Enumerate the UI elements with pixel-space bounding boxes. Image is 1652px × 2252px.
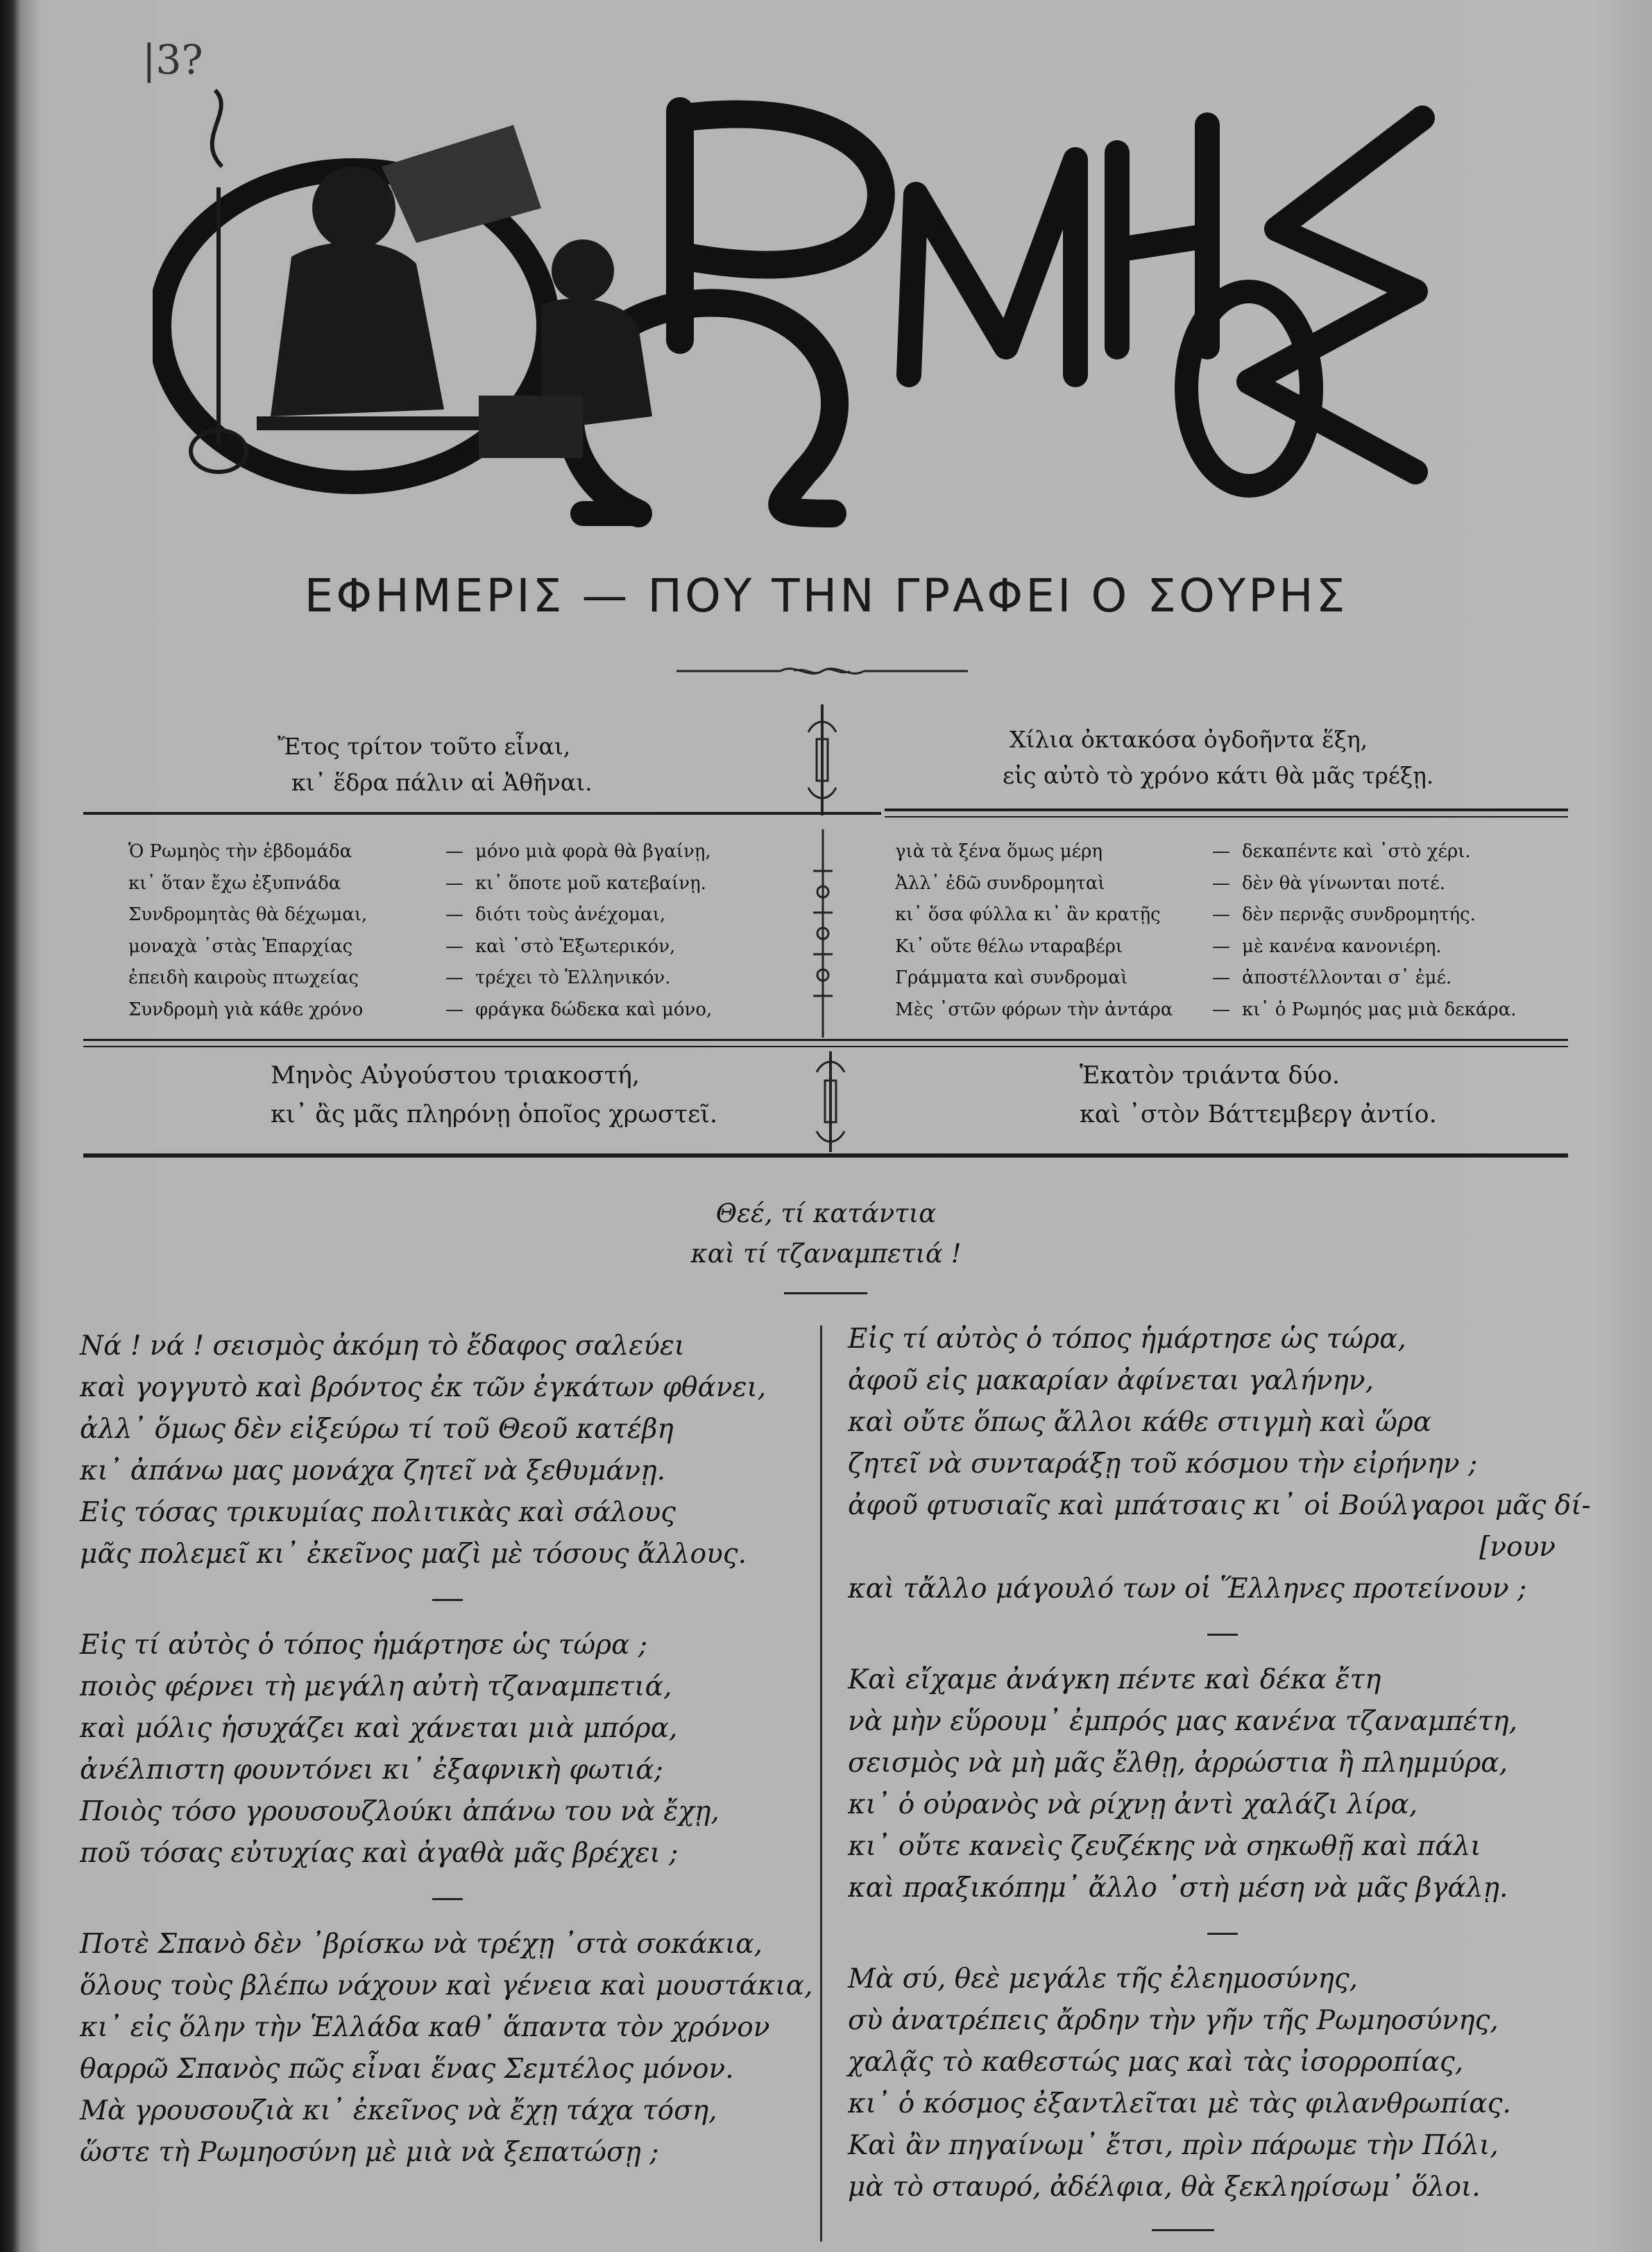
rule — [885, 816, 1568, 818]
header-left-verse — [278, 729, 593, 801]
vertical-ornament-icon — [810, 829, 835, 1038]
pricing-text: Συνδρομητὰς θὰ δέχωμαι, — [128, 904, 368, 925]
rule — [83, 1153, 1568, 1158]
header-right-line-1: Χίλια ὀκτακόσα ὀγδοῆντα ἕξη, — [1010, 726, 1368, 753]
pricing-text: μόνο μιὰ φορὰ θὰ βγαίνῃ, — [475, 841, 711, 862]
pricing-text: δεκαπέντε καὶ ᾽στὸ χέρι. — [1242, 841, 1471, 862]
stanza — [80, 1625, 815, 1874]
pricing-row — [128, 931, 794, 963]
pricing-left — [128, 836, 794, 1026]
verse-line: ποῦ τόσας εὐτυχίας καὶ ἀγαθὰ μᾶς βρέχει ; — [80, 1838, 679, 1869]
pricing-text: κι᾽ ὁ Ρωμηός μας μιὰ δεκάρα. — [1242, 999, 1517, 1020]
pricing-text: διότι τοὺς ἀνέχομαι, — [475, 904, 666, 925]
verse-line: Καὶ ἂν πηγαίνωμ᾽ ἔτσι, πρὶν πάρωμε τὴν Πόλι, — [848, 2130, 1499, 2161]
stanza-separator — [432, 1599, 463, 1601]
flourish-ornament-icon — [676, 656, 968, 684]
rule — [83, 812, 881, 815]
pricing-text: μοναχὰ ᾽στὰς Ἐπαρχίας — [128, 935, 353, 957]
stanza — [848, 1319, 1597, 1610]
pricing-right — [895, 836, 1533, 1026]
pricing-row — [895, 836, 1533, 868]
poem-column-left — [80, 1326, 815, 2174]
header-left-line-2: κι᾽ ἕδρα πάλιν αἱ Ἀθῆναι. — [291, 769, 593, 796]
pricing-dash: — — [445, 904, 463, 925]
pricing-dash: — — [445, 967, 463, 988]
stanza-separator — [1207, 1933, 1238, 1935]
rule — [83, 1046, 1568, 1047]
pricing-dash: — — [1212, 935, 1230, 957]
stanza — [848, 1659, 1597, 1909]
pricing-dash: — — [445, 935, 463, 957]
article-title-line-2: καὶ τί τζαναμπετιά ! — [690, 1239, 962, 1269]
verse-line: ὅλους τοὺς βλέπω νάχουν καὶ γένεια καὶ μουστάκια, — [80, 1970, 813, 2001]
verse-line: Καὶ εἴχαμε ἀνάγκη πέντε καὶ δέκα ἔτη — [848, 1664, 1381, 1695]
date-left-line-1: Μηνὸς Αὐγούστου τριακοστή, — [271, 1062, 640, 1090]
pricing-dash: — — [445, 872, 463, 894]
verse-line: χαλᾷς τὸ καθεστώς μας καὶ τὰς ἰσορροπίας, — [848, 2047, 1464, 2078]
verse-continuation: [νουν — [1479, 1532, 1556, 1563]
pricing-text: καὶ ᾽στὸ Ἐξωτερικόν, — [475, 935, 676, 957]
verse-line: καὶ μόλις ἡσυχάζει καὶ χάνεται μιὰ μπόρα, — [80, 1713, 678, 1744]
verse-line: κι᾽ οὔτε κανεὶς ζευζέκης νὰ σηκωθῇ καὶ πάλι — [848, 1831, 1481, 1862]
verse-line: Εἰς τόσας τρικυμίας πολιτικὰς καὶ σάλους — [80, 1497, 676, 1528]
pricing-dash: — — [1212, 872, 1230, 894]
pricing-text: Μὲς ᾽στῶν φόρων τὴν ἀντάρα — [895, 999, 1173, 1020]
vertical-ornament-icon — [813, 1051, 848, 1152]
stanza — [80, 1924, 815, 2174]
pricing-text: Κι᾽ οὔτε θέλω νταραβέρι — [895, 935, 1123, 957]
pricing-dash: — — [445, 841, 463, 862]
rule — [83, 1039, 1568, 1041]
pricing-text: δὲν θὰ γίνωνται ποτέ. — [1242, 872, 1445, 894]
date-left-line-2: κι᾽ ἂς μᾶς πληρόνῃ ὁποῖος χρωστεῖ. — [271, 1101, 718, 1128]
poem-column-right — [848, 1319, 1597, 2208]
pricing-dash: — — [1212, 999, 1230, 1020]
verse-line: κι᾽ εἰς ὅλην τὴν Ἑλλάδα καθ᾽ ἅπαντα τὸν χρόνον — [80, 2012, 770, 2043]
vertical-ornament-icon — [805, 704, 840, 815]
verse-line: Εἰς τί αὐτὸς ὁ τόπος ἡμάρτησε ὡς τώρα ; — [80, 1629, 647, 1661]
verse-line: μᾶς πολεμεῖ κι᾽ ἐκεῖνος μαζὶ μὲ τόσους ἄλλους. — [80, 1539, 747, 1570]
pricing-dash: — — [1212, 904, 1230, 925]
verse-line: Ποτὲ Σπανὸ δὲν ᾽βρίσκω νὰ τρέχῃ ᾽στὰ σοκάκια, — [80, 1929, 763, 1960]
pricing-text: Συνδρομὴ γιὰ κάθε χρόνο — [128, 999, 364, 1020]
pricing-text: ἐπειδὴ καιροὺς πτωχείας — [128, 967, 359, 988]
pricing-row — [895, 994, 1533, 1026]
rule — [784, 1292, 867, 1294]
stanza — [848, 1958, 1597, 2208]
verse-line: ζητεῖ νὰ συνταράξῃ τοῦ κόσμου τὴν εἰρήνην ; — [848, 1448, 1478, 1480]
date-right-line-1: Ἑκατὸν τριάντα δύο. — [1080, 1062, 1340, 1090]
verse-line: κι᾽ ἀπάνω μας μονάχα ζητεῖ νὰ ξεθυμάνῃ. — [80, 1455, 666, 1487]
verse-line: νὰ μὴν εὕρουμ᾽ ἐμπρός μας κανένα τζαναμπέτη, — [848, 1706, 1518, 1737]
pricing-text: κι᾽ ὅσα φύλλα κι᾽ ἂν κρατῇς — [895, 904, 1161, 925]
pricing-text: τρέχει τὸ Ἑλληνικόν. — [475, 967, 671, 988]
pricing-text: Ἀλλ᾽ ἐδῶ συνδρομηταὶ — [895, 872, 1105, 894]
pricing-row — [128, 899, 794, 931]
pricing-text: Γράμματα καὶ συνδρομαὶ — [895, 967, 1128, 988]
header-right-verse — [1003, 722, 1433, 794]
article-title — [0, 1194, 1652, 1274]
stanza — [80, 1326, 815, 1575]
date-right-verse — [1080, 1056, 1437, 1134]
verse-line: θαρρῶ Σπανὸς πῶς εἶναι ἕνας Σεμτέλος μόνον. — [80, 2054, 734, 2085]
newspaper-subtitle: ΕΦΗΜΕΡΙΣ — ΠΟΥ ΤΗΝ ΓΡΑΦΕΙ Ο ΣΟΥΡΗΣ — [304, 569, 1348, 623]
verse-line: μὰ τὸ σταυρό, ἀδέλφια, θὰ ξεκληρίσωμ᾽ ὅλοι. — [848, 2171, 1481, 2203]
pricing-text: κι᾽ ὅταν ἔχω ἐξυπνάδα — [128, 872, 341, 894]
date-left-verse — [271, 1056, 717, 1134]
pricing-row — [895, 963, 1533, 994]
pricing-text: μὲ κανένα κανονιέρη. — [1242, 935, 1442, 957]
verse-line: καὶ πραξικόπημ᾽ ἄλλο ᾽στὴ μέση νὰ μᾶς βγάλῃ. — [848, 1872, 1508, 1904]
verse-line: καὶ οὔτε ὅπως ἄλλοι κάθε στιγμὴ καὶ ὥρα — [848, 1407, 1432, 1438]
verse-line: Μὰ σύ, θεὲ μεγάλε τῆς ἐλεημοσύνης, — [848, 1963, 1359, 1995]
header-right-line-2: εἰς αὐτὸ τὸ χρόνο κάτι θὰ μᾶς τρέξῃ. — [1003, 762, 1434, 789]
verse-line: Ποιὸς τόσο γρουσουζλούκι ἀπάνω του νὰ ἔχῃ, — [80, 1796, 719, 1827]
pricing-text: Ὁ Ρωμηὸς τὴν ἑβδομάδα — [128, 841, 352, 862]
pricing-row — [128, 868, 794, 900]
pricing-text: γιὰ τὰ ξένα ὅμως μέρη — [895, 841, 1102, 862]
verse-line: Μὰ γρουσουζιὰ κι᾽ ἐκεῖνος νὰ ἔχῃ τάχα τόση, — [80, 2095, 717, 2126]
article-title-line-1: Θεέ, τί κατάντια — [715, 1199, 937, 1228]
verse-line: Νά ! νά ! σεισμὸς ἀκόμη τὸ ἔδαφος σαλεύει — [80, 1330, 686, 1362]
masthead-illustration — [153, 83, 1540, 541]
pricing-text: φράγκα δώδεκα καὶ μόνο, — [475, 999, 713, 1020]
pricing-row — [128, 994, 794, 1026]
verse-line: σὺ ἀνατρέπεις ἄρδην τὴν γῆν τῆς Ρωμηοσύνης, — [848, 2005, 1499, 2036]
pricing-row — [895, 931, 1533, 963]
verse-line: σεισμὸς νὰ μὴ μᾶς ἔλθῃ, ἀρρώστια ἢ πλημμύρα, — [848, 1747, 1508, 1779]
pricing-row — [895, 868, 1533, 900]
masthead-logo-icon — [153, 83, 1540, 541]
verse-line: κι᾽ ὁ κόσμος ἐξαντλεῖται μὲ τὰς φιλανθρωπίας. — [848, 2088, 1511, 2119]
verse-line: κι᾽ ὁ οὐρανὸς νὰ ρίχνῃ ἀντὶ χαλάζι λίρα, — [848, 1789, 1418, 1820]
date-right-line-2: καὶ ᾽στὸν Βάττεμβεργ ἀντίο. — [1080, 1101, 1437, 1128]
handwritten-margin-note: |3? — [142, 36, 203, 83]
header-left-line-1: Ἔτος τρίτον τοῦτο εἶναι, — [278, 733, 571, 760]
pricing-row — [128, 963, 794, 994]
verse-line: ἀφοῦ εἰς μακαρίαν ἀφίνεται γαλήνην, — [848, 1365, 1374, 1396]
pricing-dash: — — [445, 999, 463, 1020]
verse-line: ποιὸς φέρνει τὴ μεγάλη αὐτὴ τζαναμπετιά, — [80, 1671, 672, 1702]
verse-line: καὶ τἄλλο μάγουλό των οἱ Ἕλληνες προτείνουν ; — [848, 1573, 1527, 1605]
pricing-row — [895, 899, 1533, 931]
verse-line: ὥστε τὴ Ρωμηοσύνη μὲ μιὰ νὰ ξεπατώσῃ ; — [80, 2137, 659, 2168]
pricing-dash: — — [1212, 967, 1230, 988]
rule — [885, 808, 1568, 811]
pricing-text: κι᾽ ὅποτε μοῦ κατεβαίνῃ. — [475, 872, 706, 894]
verse-line: ἀνέλπιστη φουντόνει κι᾽ ἐξαφνικὴ φωτιά; — [80, 1754, 663, 1786]
verse-line: Εἰς τί αὐτὸς ὁ τόπος ἡμάρτησε ὡς τώρα, — [848, 1323, 1406, 1355]
pricing-text: ἀποστέλλονται σ᾽ ἐμέ. — [1242, 967, 1452, 988]
verse-line: ἀφοῦ φτυσιαῖς καὶ μπάτσαις κι᾽ οἱ Βούλγαροι μᾶς δί- — [848, 1490, 1591, 1521]
verse-line: ἀλλ᾽ ὅμως δὲν εἰξεύρω τί τοῦ Θεοῦ κατέβη — [80, 1414, 674, 1445]
stanza-separator — [1207, 1634, 1238, 1636]
bottom-rule — [1152, 2229, 1214, 2231]
verse-line: καὶ γογγυτὸ καὶ βρόντος ἐκ τῶν ἐγκάτων φθάνει, — [80, 1372, 767, 1403]
pricing-text: δὲν περνᾷς συνδρομητής. — [1242, 904, 1476, 925]
stanza-separator — [432, 1898, 463, 1900]
pricing-dash: — — [1212, 841, 1230, 862]
pricing-row — [128, 836, 794, 868]
column-divider — [820, 1326, 822, 2242]
